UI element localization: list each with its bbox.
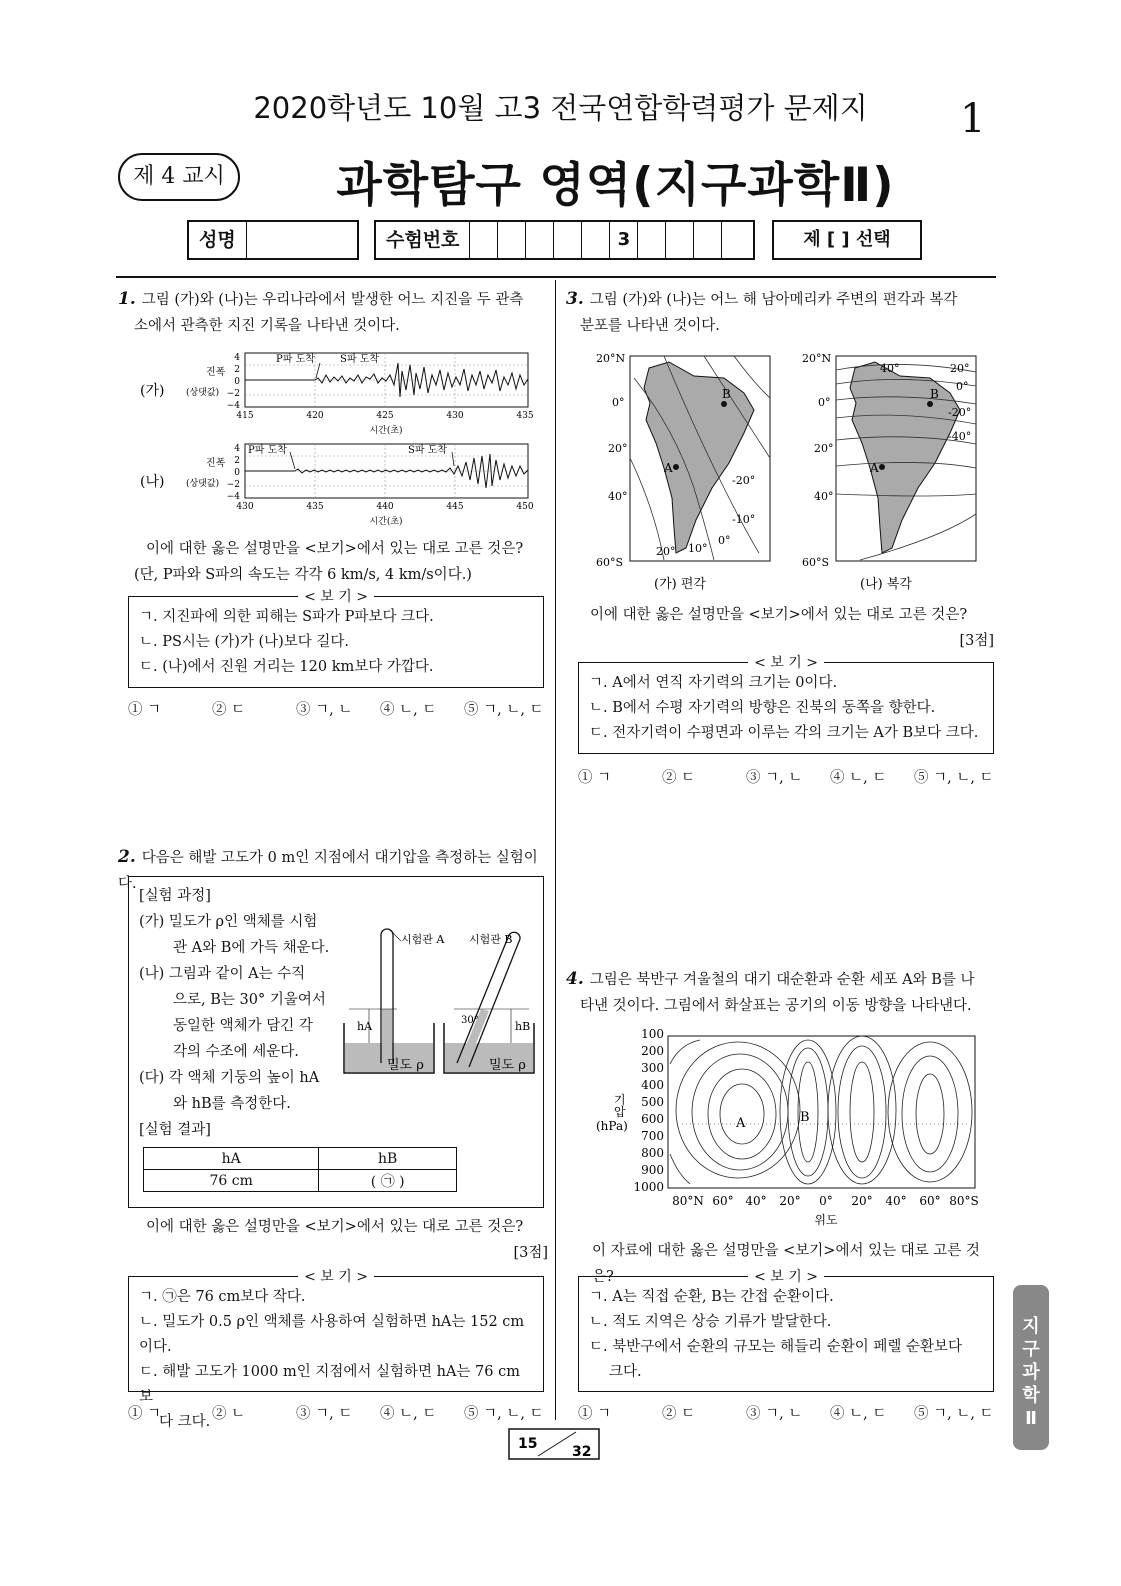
experiment-box <box>128 876 544 1208</box>
tube-b-label: 시험관 B <box>469 933 513 946</box>
ytick: 2 <box>234 365 240 375</box>
p-wave-label: P파 도착 <box>276 354 315 365</box>
p-wave-label: P파 도착 <box>248 445 287 456</box>
bogi-item: ㄷ. 북반구에서 순환의 규모는 해들리 순환이 페렐 순환보다 <box>589 1339 963 1355</box>
point-b: B <box>722 387 731 401</box>
procedure-title: [실험 과정] <box>139 888 211 904</box>
table-cell: ( ㉠ ) <box>319 1170 457 1192</box>
ytick: 0 <box>234 377 240 387</box>
point-a: A <box>664 461 673 475</box>
bogi-item: ㄷ. 전자기력이 수평면과 이루는 각의 크기는 A가 B보다 크다. <box>589 725 979 741</box>
prompt-condition: (단, P파와 S파의 속도는 각각 6 km/s, 4 km/s이다.) <box>134 567 472 583</box>
declination-map <box>594 348 779 593</box>
step-text: 으로, B는 30° 기울여서 <box>173 992 326 1008</box>
bogi-box-1 <box>128 589 544 688</box>
question-2-prompt <box>134 1214 548 1266</box>
map-caption: (나) 복각 <box>860 577 912 592</box>
ylabel: 진폭 <box>206 458 226 469</box>
tab-char: 지 <box>1022 1316 1040 1337</box>
bogi-item: 다 크다. <box>159 1414 211 1430</box>
lat-label: 20°N <box>596 352 626 365</box>
bogi-title: < 보 기 > <box>298 589 374 605</box>
question-text: 분포를 나타낸 것이다. <box>580 318 720 334</box>
lat-label: 20°N <box>802 352 832 365</box>
exam-digit-cell[interactable] <box>498 222 526 258</box>
step-text: 동일한 액체가 담긴 각 <box>173 1018 313 1034</box>
xtick: 435 <box>306 502 324 512</box>
question-number: 4. <box>566 969 584 989</box>
exam-digit-cell[interactable] <box>722 222 750 258</box>
prompt-text: 이에 대한 옳은 설명만을 <보기>에서 있는 대로 고른 것은? <box>590 607 968 623</box>
graph-label: (가) <box>140 383 165 399</box>
xtick: 420 <box>306 411 324 421</box>
choice-4[interactable]: ④ ㄴ, ㄷ <box>830 1406 887 1422</box>
ytick: 300 <box>641 1061 664 1075</box>
ytick: 200 <box>641 1044 664 1058</box>
bogi-item: ㄱ. 지진파에 의한 피해는 S파가 P파보다 크다. <box>139 609 434 625</box>
point-b: B <box>930 387 939 401</box>
exam-digit-cell[interactable] <box>470 222 498 258</box>
exam-number-label: 수험번호 <box>376 222 470 258</box>
exam-digit-cell[interactable] <box>638 222 666 258</box>
seismogram-a <box>130 345 540 440</box>
bogi-title: < 보 기 > <box>748 655 824 671</box>
lat-label: 20° <box>814 442 834 455</box>
question-3 <box>566 286 996 339</box>
ytick: 100 <box>641 1027 664 1041</box>
choice-2[interactable]: ② ㄷ <box>662 1406 696 1422</box>
choice-label: 제 [ ] 선택 <box>803 229 891 250</box>
total-pages: 32 <box>572 1444 592 1460</box>
step-text: (다) 각 액체 기둥의 높이 hA <box>139 1070 320 1086</box>
inclination-map <box>800 348 990 593</box>
circulation-chart <box>590 1024 990 1234</box>
name-field[interactable] <box>247 222 357 258</box>
ha-label: hA <box>357 1020 373 1033</box>
bogi-item: ㄱ. ㉠은 76 cm보다 작다. <box>139 1289 306 1305</box>
choice-3[interactable]: ③ ㄱ, ㄷ <box>296 1406 353 1422</box>
ytick: 0 <box>234 468 240 478</box>
question-4-prompt: 이 자료에 대한 옳은 설명만을 <보기>에서 있는 대로 고른 것은? <box>592 1243 980 1285</box>
ytick: 4 <box>234 353 240 363</box>
bogi-title: < 보 기 > <box>298 1269 374 1285</box>
xtick: 20° <box>851 1194 873 1208</box>
isogonic-label: -20° <box>732 474 756 487</box>
current-page: 15 <box>518 1436 538 1452</box>
ylabel: (hPa) <box>596 1119 628 1133</box>
choice-2[interactable]: ② ㄴ <box>212 1406 246 1422</box>
ylabel2: (상댓값) <box>186 479 220 489</box>
bogi-box-4 <box>578 1269 994 1392</box>
bogi-item: ㄱ. A는 직접 순환, B는 간접 순환이다. <box>589 1289 834 1305</box>
lat-label: 60°S <box>596 556 624 569</box>
bogi-item: 크다. <box>609 1364 642 1380</box>
exam-number-box <box>374 220 755 260</box>
tab-char: Ⅱ <box>1025 1408 1037 1429</box>
isogonic-label: 10° <box>688 542 708 555</box>
ylabel2: (상댓값) <box>186 388 220 398</box>
ytick: −4 <box>226 492 240 502</box>
table-header: hB <box>319 1148 457 1170</box>
xlabel: 시간(초) <box>369 517 403 527</box>
ytick: 800 <box>641 1146 664 1160</box>
ytick: 400 <box>641 1078 664 1092</box>
ytick: −2 <box>226 480 240 490</box>
xtick: 430 <box>446 411 464 421</box>
answer-choices-4 <box>578 1402 998 1423</box>
answer-choices-1 <box>128 698 548 719</box>
xlabel: 위도 <box>814 1213 838 1227</box>
question-1-prompt <box>134 536 548 588</box>
ytick: 700 <box>641 1129 664 1143</box>
lat-label: 0° <box>818 396 831 409</box>
choice-4[interactable]: ④ ㄴ, ㄷ <box>380 702 437 718</box>
hb-label: hB <box>515 1020 531 1033</box>
bogi-title: < 보 기 > <box>748 1269 824 1285</box>
xtick: 450 <box>516 502 534 512</box>
map-caption: (가) 편각 <box>654 577 706 592</box>
choice-4[interactable]: ④ ㄴ, ㄷ <box>380 1406 437 1422</box>
xtick: 80°S <box>949 1194 979 1208</box>
step-text: (가) 밀도가 ρ인 액체를 시험 <box>139 914 318 930</box>
lat-label: 40° <box>608 490 628 503</box>
points-label: [3점] <box>959 633 994 649</box>
choice-4[interactable]: ④ ㄴ, ㄷ <box>830 770 887 786</box>
choice-3[interactable]: ③ ㄱ, ㄴ <box>746 770 803 786</box>
s-wave-label: S파 도착 <box>340 354 380 365</box>
isoclinic-label: 0° <box>956 380 969 393</box>
graph-label: (나) <box>140 474 165 490</box>
bogi-item: ㄴ. PS시는 (가)가 (나)보다 길다. <box>139 634 350 650</box>
lat-label: 40° <box>814 490 834 503</box>
question-text: 다음은 해발 고도가 0 m인 지점에서 대기압을 측정하는 실험이다. <box>118 850 538 892</box>
choice-3[interactable]: ③ ㄱ, ㄴ <box>746 1406 803 1422</box>
choice-3[interactable]: ③ ㄱ, ㄴ <box>296 702 353 718</box>
exam-digit-cell[interactable] <box>526 222 554 258</box>
table-cell: 76 cm <box>144 1170 319 1192</box>
tab-char: 학 <box>1022 1385 1040 1406</box>
isogonic-label: 20° <box>656 545 676 558</box>
cell-b-label: B <box>800 1110 810 1125</box>
xtick: 20° <box>779 1194 801 1208</box>
choice-5[interactable]: ⑤ ㄱ, ㄴ, ㄷ <box>464 1406 544 1422</box>
subject-side-tab <box>1013 1285 1049 1450</box>
choice-1[interactable]: ① ㄱ <box>578 770 612 786</box>
question-text: 소에서 관측한 지진 기록을 나타낸 것이다. <box>134 318 400 334</box>
xtick: 60° <box>919 1194 941 1208</box>
tube-a-label: 시험관 A <box>401 933 445 946</box>
ytick: 4 <box>234 444 240 454</box>
bogi-item: ㄷ. 해발 고도가 1000 m인 지점에서 실험하면 hA는 76 cm보 <box>139 1364 520 1405</box>
ytick: 600 <box>641 1112 664 1126</box>
exam-digit-fixed: 3 <box>610 222 638 258</box>
lat-label: 20° <box>608 442 628 455</box>
page-number: 1 <box>960 96 986 142</box>
choice-5[interactable]: ⑤ ㄱ, ㄴ, ㄷ <box>914 770 994 786</box>
ytick: −2 <box>226 389 240 399</box>
isoclinic-label: -40° <box>948 430 972 443</box>
xtick: 40° <box>885 1194 907 1208</box>
bogi-item: ㄱ. A에서 연직 자기력의 크기는 0이다. <box>589 675 838 691</box>
exam-digit-cell[interactable] <box>554 222 582 258</box>
bogi-box-3 <box>578 655 994 754</box>
choice-box <box>772 220 922 260</box>
lat-label: 0° <box>612 396 625 409</box>
bogi-item: ㄴ. 적도 지역은 상승 기류가 발달한다. <box>589 1314 832 1330</box>
isogonic-label: 0° <box>718 534 731 547</box>
name-box <box>187 220 359 260</box>
xtick: 430 <box>236 502 254 512</box>
result-table <box>143 1147 457 1192</box>
bogi-item: ㄷ. (나)에서 진원 거리는 120 km보다 가깝다. <box>139 659 434 675</box>
ylabel: 진폭 <box>206 367 226 378</box>
lat-label: 60°S <box>802 556 830 569</box>
xtick: 425 <box>376 411 394 421</box>
question-text: 타낸 것이다. 그림에서 화살표는 공기의 이동 방향을 나타낸다. <box>580 998 972 1014</box>
choice-1[interactable]: ① ㄱ <box>128 702 162 718</box>
xtick: 415 <box>236 411 254 421</box>
bogi-item: ㄴ. 밀도가 0.5 ρ인 액체를 사용하여 실험하면 hA는 152 cm이다. <box>139 1314 525 1355</box>
table-header: hA <box>144 1148 319 1170</box>
answer-choices-3 <box>578 766 998 787</box>
question-1 <box>118 286 548 339</box>
s-wave-label: S파 도착 <box>408 445 448 456</box>
tab-char: 과 <box>1022 1362 1040 1383</box>
xlabel: 시간(초) <box>369 426 403 436</box>
header-divider <box>116 276 996 278</box>
exam-digit-cell[interactable] <box>582 222 610 258</box>
density-label: 밀도 ρ <box>387 1058 424 1073</box>
ytick: 500 <box>641 1095 664 1109</box>
step-text: (나) 그림과 같이 A는 수직 <box>139 966 306 982</box>
point-a: A <box>870 461 879 475</box>
step-text: 와 hB를 측정한다. <box>173 1096 291 1112</box>
page-counter <box>508 1428 600 1460</box>
question-text: 그림 (가)와 (나)는 어느 해 남아메리카 주변의 편각과 복각 <box>589 292 958 308</box>
column-divider <box>555 280 556 1420</box>
xtick: 40° <box>745 1194 767 1208</box>
choice-2[interactable]: ② ㄷ <box>212 702 246 718</box>
prompt-text: 이에 대한 옳은 설명만을 <보기>에서 있는 대로 고른 것은? <box>146 541 524 557</box>
bogi-item: ㄴ. B에서 수평 자기력의 방향은 진북의 동쪽을 향한다. <box>589 700 936 716</box>
xtick: 435 <box>516 411 534 421</box>
seismogram-b <box>130 436 540 531</box>
subject-title: 과학탐구 영역(지구과학Ⅱ) <box>336 158 895 213</box>
tab-char: 구 <box>1022 1339 1040 1360</box>
choice-1[interactable]: ① ㄱ <box>128 1406 162 1422</box>
choice-5[interactable]: ⑤ ㄱ, ㄴ, ㄷ <box>914 1406 994 1422</box>
question-4 <box>566 966 996 1019</box>
prompt-text: 이에 대한 옳은 설명만을 <보기>에서 있는 대로 고른 것은? <box>146 1219 524 1235</box>
ytick: 2 <box>234 456 240 466</box>
isoclinic-label: 20° <box>950 362 970 375</box>
exam-digit-cell[interactable] <box>694 222 722 258</box>
isogonic-label: -10° <box>732 513 756 526</box>
choice-5[interactable]: ⑤ ㄱ, ㄴ, ㄷ <box>464 702 544 718</box>
isoclinic-label: 40° <box>880 362 900 375</box>
xtick: 60° <box>712 1194 734 1208</box>
tube-diagram <box>339 923 539 1093</box>
ylabel: 압 <box>614 1105 626 1119</box>
name-label: 성명 <box>189 222 247 258</box>
xtick: 445 <box>446 502 464 512</box>
choice-1[interactable]: ① ㄱ <box>578 1406 612 1422</box>
period-badge: 제 4 교시 <box>118 153 240 201</box>
angle-label: 30° <box>461 1015 479 1026</box>
xtick: 80°N <box>672 1194 704 1208</box>
ytick: 900 <box>641 1163 664 1177</box>
question-number: 2. <box>118 847 136 867</box>
ylabel: 기 <box>614 1093 626 1107</box>
question-number: 3. <box>566 289 584 309</box>
question-text: 그림 (가)와 (나)는 우리나라에서 발생한 어느 지진을 두 관측 <box>141 292 524 308</box>
xtick: 440 <box>376 502 394 512</box>
exam-digit-cell[interactable] <box>666 222 694 258</box>
question-number: 1. <box>118 289 136 309</box>
ytick: 1000 <box>633 1180 664 1194</box>
question-3-prompt <box>578 602 994 654</box>
density-label: 밀도 ρ <box>489 1058 526 1073</box>
answer-choices-2 <box>128 1402 548 1423</box>
question-text: 그림은 북반구 겨울철의 대기 대순환과 순환 세포 A와 B를 나 <box>589 972 975 988</box>
ytick: −4 <box>226 401 240 411</box>
points-label: [3점] <box>513 1245 548 1261</box>
choice-2[interactable]: ② ㄷ <box>662 770 696 786</box>
step-text: 각의 수조에 세운다. <box>173 1044 299 1060</box>
xtick: 0° <box>819 1194 833 1208</box>
step-text: 관 A와 B에 가득 채운다. <box>173 940 330 956</box>
result-title: [실험 결과] <box>139 1122 211 1138</box>
cell-a-label: A <box>736 1116 746 1131</box>
isoclinic-label: -20° <box>948 406 972 419</box>
exam-title: 2020학년도 10월 고3 전국연합학력평가 문제지 <box>253 91 868 125</box>
